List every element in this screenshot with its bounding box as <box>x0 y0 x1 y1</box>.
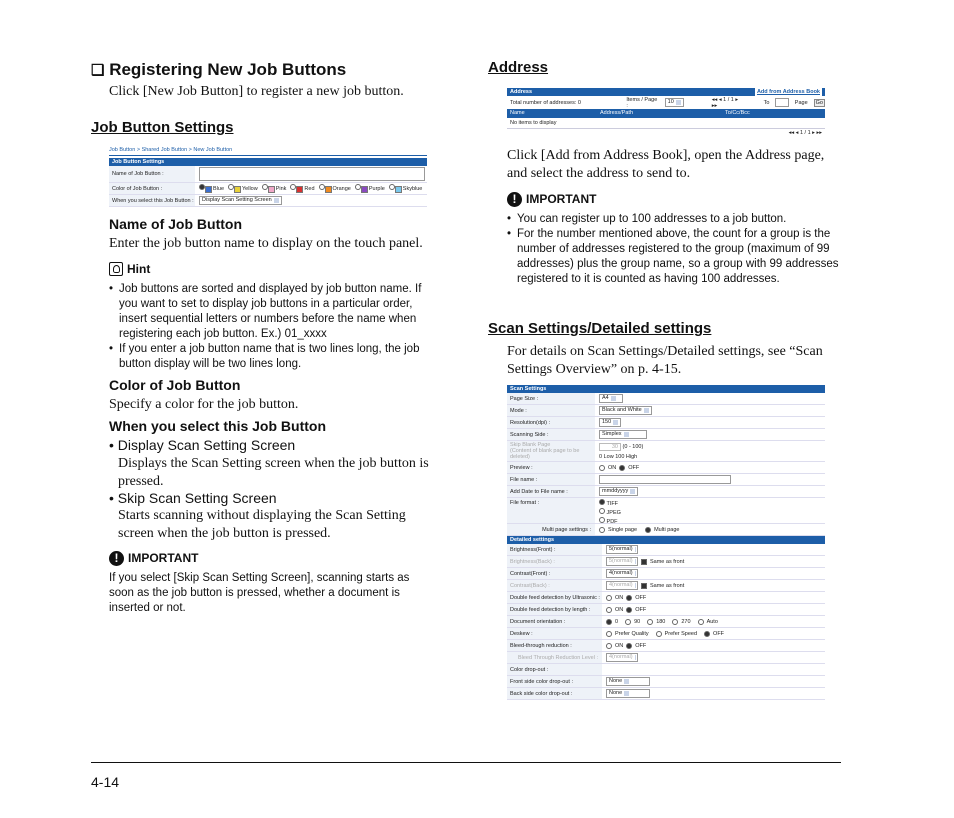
resolution-select[interactable]: 150 <box>599 418 621 427</box>
deskew_opts-label: OFF <box>713 630 725 637</box>
pager[interactable]: ◂◂ ◂ 1 / 1 ▸ ▸▸ <box>711 96 739 109</box>
total-count: Total number of addresses: 0 <box>510 99 581 106</box>
orient_opts-radio[interactable] <box>672 619 678 625</box>
breadcrumb: Job Button > Shared Job Button > New Job Button <box>109 147 233 153</box>
dfd-ultrasonic-label: Double feed detection by Ultrasonic : <box>507 592 602 603</box>
bleed-off-radio[interactable] <box>626 643 632 649</box>
pdf-radio[interactable] <box>599 517 605 523</box>
orient_opts-radio[interactable] <box>625 619 631 625</box>
name-row <box>109 166 427 183</box>
orient_opts-radio[interactable] <box>647 619 653 625</box>
checkbox-icon: ❑ <box>91 62 105 79</box>
scan-settings-title: Scan Settings/Detailed settings <box>488 320 712 337</box>
multi-page-label: Multi page settings : <box>507 524 595 535</box>
color-option-label: Yellow <box>242 186 258 193</box>
hint-item: • Job buttons are sorted and displayed by job button name. If you want to set to display job buttons in a particular order, insert sequential letters or numbers before the name when registering each job button. Ex.) 01_xxxx <box>109 282 439 342</box>
items-per-page-select[interactable]: 10 <box>665 98 684 107</box>
add-date-label: Add Date to File name : <box>507 486 595 497</box>
page-number: 4-14 <box>91 774 120 790</box>
color-swatch <box>395 186 402 193</box>
file-name-label: File name : <box>507 474 595 485</box>
option-skip-title: • Skip Scan Setting Screen <box>109 490 277 506</box>
dfd-length-off-radio[interactable] <box>626 607 632 613</box>
color-option-label: Purple <box>368 186 385 193</box>
contrast-back-select[interactable]: 4(normal) <box>606 581 638 590</box>
when-row <box>109 195 427 207</box>
front-dropout-label: Front side color drop-out : <box>507 676 602 687</box>
bleed-level-select[interactable]: 4(normal) <box>606 653 638 662</box>
address-header: Address <box>510 89 533 95</box>
color-swatch <box>205 186 212 193</box>
scan-header: Scan Settings <box>507 385 825 393</box>
brightness-front-label: Brightness(Front) : <box>507 544 602 555</box>
color-dropout-label: Color drop-out : <box>507 664 602 675</box>
orient_opts-label: 90 <box>634 618 641 625</box>
important-item: • You can register up to 100 addresses to a job button. <box>507 212 842 227</box>
address-screenshot <box>507 88 825 143</box>
preview-off-radio[interactable] <box>619 465 625 471</box>
orient_opts-label: Auto <box>706 618 718 625</box>
contrast-back-label: Contrast(Back) : <box>507 580 602 591</box>
dfd-ultrasonic-off-radio[interactable] <box>626 595 632 601</box>
color-swatch <box>234 186 241 193</box>
deskew_opts-label: Prefer Speed <box>664 630 698 637</box>
col-name: Name <box>510 110 525 116</box>
when-select-title: When you select this Job Button <box>109 418 327 434</box>
front-dropout-select[interactable]: None <box>606 677 650 686</box>
when-select[interactable]: Display Scan Setting Screen <box>199 196 282 205</box>
address-body: Click [Add from Address Book], open the Address page, and select the address to send to. <box>507 148 825 181</box>
color-of-job-button-title: Color of Job Button <box>109 377 241 393</box>
jpeg-radio[interactable] <box>599 508 605 514</box>
col-address: Address/Path <box>600 110 634 116</box>
orient_opts-label: 0 <box>615 618 619 625</box>
tiff-radio[interactable] <box>599 499 605 505</box>
orientation-label: Document orientation : <box>507 616 602 627</box>
page-size-select[interactable]: A4 <box>599 394 623 403</box>
orient_opts-radio[interactable] <box>606 619 612 625</box>
orientation-options[interactable] <box>602 619 722 625</box>
back-dropout-select[interactable]: None <box>606 689 650 698</box>
orient_opts-label: 270 <box>681 618 691 625</box>
color-of-job-button-body: Specify a color for the job button. <box>109 397 299 412</box>
bleed-level-label: Bleed Through Reduction Level : <box>507 652 602 663</box>
bleed-label: Bleed-through reduction : <box>507 640 602 651</box>
important-list <box>507 212 842 287</box>
job-button-settings-title: Job Button Settings <box>91 119 234 136</box>
name-of-job-button-body: Enter the job button name to display on the touch panel. <box>109 236 423 251</box>
resolution-label: Resolution(dpi) : <box>507 417 595 428</box>
page-title: Registering New Job Buttons <box>109 60 347 79</box>
color-option[interactable] <box>228 184 258 192</box>
skip-blank-input[interactable]: 30 <box>599 443 621 451</box>
color-option[interactable] <box>290 184 314 192</box>
deskew-label: Deskew : <box>507 628 602 639</box>
detailed-settings-screenshot: Detailed settings Brightness(Front) : 5(normal) Brightness(Back) : 5(normal) Same as front Contrast(Front) : 4(normal) Contrast(Back) : 4(normal) Same as front Double feed detection by Ultrasonic : ON OFF Double feed detection by length : ON OFF Document orientation : 0 90 180 270 Auto Deskew : Prefer Quality Prefer Speed OFF Bleed-through reduction : ON OFF Bleed Through Reduction Level : 4(normal) Color drop-out : Front side color drop-out : None Back side color drop-out : None <box>507 536 825 700</box>
brightness-front-select[interactable]: 5(normal) <box>606 545 638 554</box>
color-row <box>109 183 427 195</box>
single-page-radio[interactable] <box>599 527 605 533</box>
color-swatch <box>268 186 275 193</box>
address-table-header <box>507 109 825 118</box>
exclamation-icon: ! <box>507 192 522 207</box>
color-options[interactable] <box>195 184 422 192</box>
color-option[interactable] <box>355 184 385 192</box>
hint-heading <box>109 260 150 278</box>
important-item: • For the number mentioned above, the count for a group is the number of addresses registered to the group (maximum of 99 addresses) plus the group name, so a group with 99 addresses registered to it is counted as having 100 addresses. <box>507 227 842 287</box>
hint-item: • If you enter a job button name that is two lines long, the job button display will be two lines long. <box>109 342 439 372</box>
scan-settings-screenshot: Scan Settings Page Size : A4 Mode : Black and White Resolution(dpi) : 150 Scanning Side : Simplex Skip Blank Page (Content of blank page to be deleted) 30 (0 - 100) 0 Low 100 High Preview : ON OFF File name : Add Date to File name : mmddyyyy File format : TIFF JPEG PDF Multi page settings : Single page Multi page <box>507 385 825 536</box>
job-settings-screenshot <box>109 146 427 208</box>
color-option-label: Blue <box>213 186 225 193</box>
name-label: Name of Job Button : <box>109 166 195 182</box>
same-as-front-checkbox[interactable] <box>641 559 647 565</box>
deskew_opts-radio[interactable] <box>704 631 710 637</box>
option-skip-body: Starts scanning without displaying the Scan Setting screen when the job button is pressed. <box>118 508 406 541</box>
preview-label: Preview : <box>507 462 595 473</box>
when-label: When you select this Job Button : <box>109 195 195 206</box>
color-option[interactable] <box>319 184 351 192</box>
important-label: IMPORTANT <box>128 551 199 566</box>
items-per-page-label: Items / Page : <box>626 96 658 109</box>
detail-header: Detailed settings <box>507 536 825 544</box>
page-input[interactable] <box>775 98 788 107</box>
lightbulb-icon <box>109 262 123 276</box>
deskew_opts-label: Prefer Quality <box>615 630 649 637</box>
orient_opts-label: 180 <box>656 618 666 625</box>
scan-settings-body: For details on Scan Settings/Detailed settings, see “Scan Settings Overview” on p. 4-15. <box>507 344 823 377</box>
deskew_opts-radio[interactable] <box>606 631 612 637</box>
color-swatch <box>325 186 332 193</box>
name-input[interactable] <box>199 167 425 181</box>
orient_opts-radio[interactable] <box>698 619 704 625</box>
address-title: Address <box>488 59 549 76</box>
address-toolbar <box>507 96 825 109</box>
add-date-select[interactable]: mmddyyyy <box>599 487 638 496</box>
deskew_opts-radio[interactable] <box>656 631 662 637</box>
col-tocc: To/Cc/Bcc <box>725 110 750 116</box>
to-label: To <box>763 99 770 106</box>
contrast-front-label: Contrast(Front) : <box>507 568 602 579</box>
go-button[interactable]: Go <box>815 99 823 106</box>
color-option-label: Orange <box>332 186 351 193</box>
color-swatch <box>361 186 368 193</box>
skip-blank-label: Skip Blank Page <box>510 442 551 448</box>
color-swatch <box>296 186 303 193</box>
multi-page-radio[interactable] <box>645 527 651 533</box>
important-body: If you select [Skip Scan Setting Screen], scanning starts as soon as the job button is pressed, whether a document is inserted or not. <box>109 572 410 614</box>
color-label: Color of Job Button : <box>109 183 195 194</box>
file-format-label: File format : <box>507 498 595 523</box>
hint-list <box>109 282 439 372</box>
skip-blank-scale: 0 Low 100 High <box>599 453 638 460</box>
option-display-title: • Display Scan Setting Screen <box>109 437 296 453</box>
scanning-side-select[interactable]: Simplex <box>599 430 647 439</box>
skip-blank-row: Skip Blank Page (Content of blank page to be deleted) 30 (0 - 100) 0 Low 100 High <box>507 441 825 462</box>
color-option-label: Pink <box>275 186 287 193</box>
option-display-body: Displays the Scan Setting screen when the job button is pressed. <box>118 456 429 489</box>
contrast-front-select[interactable]: 4(normal) <box>606 569 638 578</box>
important-heading-right <box>507 190 596 208</box>
section-heading <box>91 60 346 80</box>
scanning-side-label: Scanning Side : <box>507 429 595 440</box>
footer-rule <box>91 762 841 763</box>
same-as-front-checkbox[interactable] <box>641 583 647 589</box>
exclamation-icon: ! <box>109 551 124 566</box>
bleed-on-radio[interactable] <box>606 643 612 649</box>
preview-on-radio[interactable] <box>599 465 605 471</box>
deskew-options[interactable] <box>602 631 728 637</box>
color-option[interactable] <box>389 184 423 192</box>
brightness-back-label: Brightness(Back) : <box>507 556 602 567</box>
dfd-length-on-radio[interactable] <box>606 607 612 613</box>
hint-label: Hint <box>127 262 151 277</box>
color-option-label: Skyblue <box>402 186 423 193</box>
intro-text: Click [New Job Button] to register a new job button. <box>109 84 404 99</box>
skip-blank-sub: (Content of blank page to be deleted) <box>510 448 580 460</box>
file-format-row: File format : TIFF JPEG PDF <box>507 498 825 524</box>
important-label: IMPORTANT <box>526 192 597 207</box>
color-option[interactable] <box>199 184 224 192</box>
back-dropout-label: Back side color drop-out : <box>507 688 602 699</box>
bottom-pager[interactable]: ◂◂ ◂ 1 / 1 ▸ ▸▸ <box>788 130 822 136</box>
mode-select[interactable]: Black and White <box>599 406 652 415</box>
name-of-job-button-title: Name of Job Button <box>109 216 242 232</box>
color-option[interactable] <box>262 184 287 192</box>
dfd-length-label: Double feed detection by length : <box>507 604 602 615</box>
mode-label: Mode : <box>507 405 595 416</box>
color-option-label: Red <box>304 186 315 193</box>
page-size-label: Page Size : <box>507 393 595 404</box>
empty-row: No items to display <box>507 118 825 129</box>
screenshot-header: Job Button Settings <box>109 158 427 166</box>
add-from-address-book-link[interactable]: Add from Address Book <box>756 89 820 95</box>
brightness-back-select[interactable]: 5(normal) <box>606 557 638 566</box>
file-name-input[interactable] <box>599 475 731 484</box>
page-label: Page <box>794 99 808 106</box>
important-heading <box>109 549 198 567</box>
dfd-ultrasonic-on-radio[interactable] <box>606 595 612 601</box>
